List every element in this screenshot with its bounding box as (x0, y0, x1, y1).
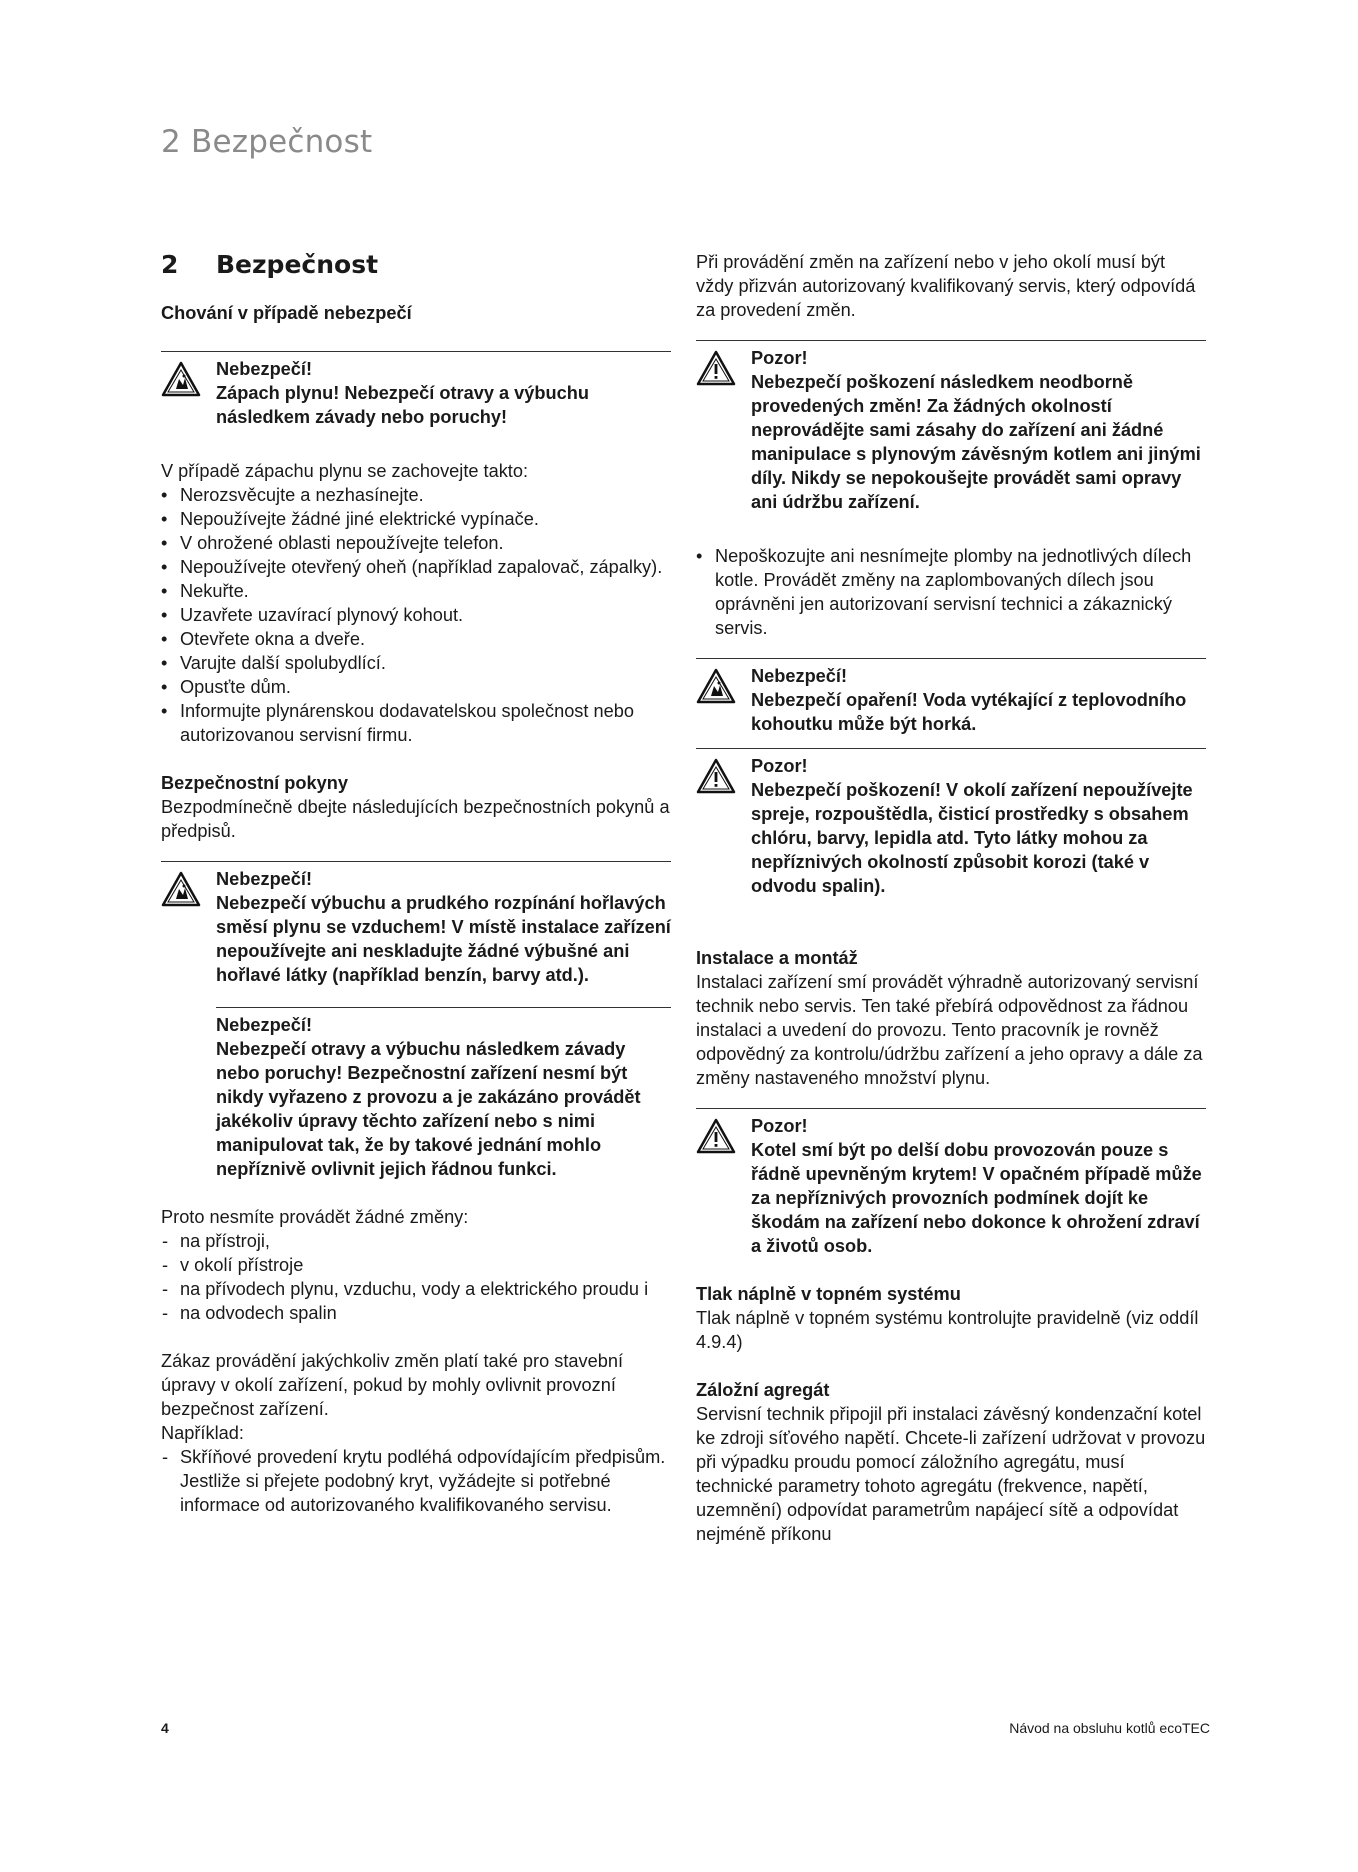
section-number: 2 (161, 250, 179, 279)
ban-text: Zákaz provádění jakýchkoliv změn platí také pro stavební úpravy v okolí zařízení, pokud by mohly ovlivnit provozní bezpečnost zařízení. (161, 1351, 623, 1419)
example-label: Například: (161, 1423, 244, 1443)
caution-text: Nebezpečí poškození! V okolí zařízení nepoužívejte spreje, rozpouštědla, čisticí prostředky s obsahem chlóru, barvy, lepidla atd. Tyto látky mohou za nepříznivých okolností způsobit korozi (také v odvodu spalin). (751, 780, 1193, 896)
caution-improper-changes (696, 340, 1206, 514)
safety-text: Bezpodmínečně dbejte následujících bezpečnostních pokynů a předpisů. (161, 797, 670, 841)
list-item: - na odvodech spalin (161, 1301, 671, 1325)
pressure-heading: Tlak náplně v topném systému (696, 1284, 961, 1304)
section-title-text: Bezpečnost (216, 250, 379, 279)
warning-label: Nebezpečí! (751, 666, 848, 686)
pressure-text: Tlak náplně v topném systému kontrolujte pravidelně (viz oddíl 4.9.4) (696, 1308, 1199, 1352)
gas-steps-list (161, 483, 671, 747)
section-title (161, 250, 671, 280)
list-item: - na přívodech plynu, vzduchu, vody a elektrického proudu i (161, 1277, 671, 1301)
intro-text: Při provádění změn na zařízení nebo v jeho okolí musí být vždy přizván autorizovaný kvalifikovaný servis, který odpovídá za provedení změn. (696, 252, 1196, 320)
changes-list (161, 1229, 671, 1325)
warning-text: Nebezpečí opaření! Voda vytékající z teplovodního kohoutku může být horká. (751, 690, 1187, 734)
list-item: • V ohrožené oblasti nepoužívejte telefon. (161, 531, 671, 555)
caution-chemicals (696, 748, 1206, 898)
list-item: • Informujte plynárenskou dodavatelskou společnost nebo autorizovanou servisní firmu. (161, 699, 671, 747)
warning-label: Nebezpečí! (216, 1015, 313, 1035)
danger-explosion-icon (696, 668, 736, 704)
warning-poisoning (216, 1007, 671, 1181)
right-column (696, 250, 1206, 1546)
caution-label: Pozor! (751, 348, 808, 368)
safety-heading: Bezpečnostní pokyny (161, 773, 348, 793)
list-item: • Opusťte dům. (161, 675, 671, 699)
list-item: • Varujte další spolubydlící. (161, 651, 671, 675)
warning-text-line: následkem závady nebo poruchy! (216, 407, 508, 427)
warning-label: Nebezpečí! (216, 359, 313, 379)
danger-explosion-icon (161, 361, 201, 397)
caution-text: Nebezpečí poškození následkem neodborně provedených změn! Za žádných okolností neprovádějte sami zásahy do zařízení ani žádné manipulace s plynovým závěsným kotlem ani jinými díly. Nikdy se nepokoušejte provádět sami opravy ani údržbu zařízení. (751, 372, 1201, 512)
list-item: • Otevřete okna a dveře. (161, 627, 671, 651)
left-column (161, 250, 671, 1517)
warning-scalding (696, 658, 1206, 736)
install-heading: Instalace a montáž (696, 948, 858, 968)
list-item: • Nepoužívejte otevřený oheň (například zapalovač, zápalky). (161, 555, 671, 579)
install-text: Instalaci zařízení smí provádět výhradně autorizovaný servisní technik nebo servis. Ten také přebírá odpovědnost za řádnou instalaci a uvedení do provozu. Tento pracovník je rovněž odpovědný za kontrolu/údržbu zařízení a jeho opravy a dále za změny nastaveného množství plynu. (696, 972, 1203, 1088)
caution-label: Pozor! (751, 1116, 808, 1136)
warning-text: Nebezpečí otravy a výbuchu následkem závady nebo poruchy! Bezpečnostní zařízení nesmí být nikdy vyřazeno z provozu a je zakázáno provádět jakékoliv úpravy těchto zařízení nebo s nimi manipulovat tak, že by takové jednání mohlo nepříznivě ovlivnit jejich řádnou funkci. (216, 1039, 641, 1179)
page-number: 4 (161, 1720, 169, 1736)
warning-text-line: Zápach plynu! Nebezpečí otravy a výbuchu (216, 383, 589, 403)
seal-list (696, 544, 1206, 640)
list-item: - v okolí přístroje (161, 1253, 671, 1277)
backup-text: Servisní technik připojil při instalaci závěsný kondenzační kotel ke zdroji síťového napětí. Chcete-li zařízení udržovat v provozu při výpadku proudu pomocí záložního agregátu, musí technické parametry tohoto agregátu (frekvence, napětí, uzemnění) odpovídat parametrům napájecí sítě a odpovídat nejméně příkonu (696, 1404, 1206, 1544)
warning-explosion (161, 861, 671, 1181)
warning-label: Nebezpečí! (216, 869, 313, 889)
danger-explosion-icon (161, 871, 201, 907)
list-item: - Skříňové provedení krytu podléhá odpovídajícím předpisům. Jestliže si přejete podobný kryt, vyžádejte si potřebné informace od autorizovaného kvalifikovaného servisu. (161, 1445, 671, 1517)
caution-exclamation-icon (696, 350, 736, 386)
list-item: - na přístroji, (161, 1229, 671, 1253)
list-item: • Nekuřte. (161, 579, 671, 603)
document-title: Návod na obsluhu kotlů ecoTEC (1009, 1720, 1210, 1736)
caution-label: Pozor! (751, 756, 808, 776)
behavior-heading: Chování v případě nebezpečí (161, 303, 412, 323)
gas-intro: V případě zápachu plynu se zachovejte takto: (161, 461, 529, 481)
backup-heading: Záložní agregát (696, 1380, 830, 1400)
example-list (161, 1445, 671, 1517)
list-item: • Uzavřete uzavírací plynový kohout. (161, 603, 671, 627)
list-item: • Nepoužívejte žádné jiné elektrické vypínače. (161, 507, 671, 531)
warning-text: Nebezpečí výbuchu a prudkého rozpínání hořlavých směsí plynu se vzduchem! V místě instalace zařízení nepoužívejte ani neskladujte žádné výbušné ani hořlavé látky (například benzín, barvy atd.). (216, 893, 671, 985)
warning-gas-smell (161, 351, 671, 429)
page-header-title: 2 Bezpečnost (161, 124, 373, 160)
list-item: • Nepoškozujte ani nesnímejte plomby na jednotlivých dílech kotle. Provádět změny na zaplombovaných dílech jsou oprávněni jen autorizovaní servisní technici a zákaznický servis. (696, 544, 1206, 640)
list-item: • Nerozsvěcujte a nezhasínejte. (161, 483, 671, 507)
caution-exclamation-icon (696, 1118, 736, 1154)
caution-text: Kotel smí být po delší dobu provozován pouze s řádně upevněným krytem! V opačném případě může za nepříznivých provozních podmínek dojít ke škodám na zařízení nebo dokonce k ohrožení zdraví a životů osob. (751, 1140, 1202, 1256)
caution-cover (696, 1108, 1206, 1258)
caution-exclamation-icon (696, 758, 736, 794)
changes-intro: Proto nesmíte provádět žádné změny: (161, 1207, 469, 1227)
